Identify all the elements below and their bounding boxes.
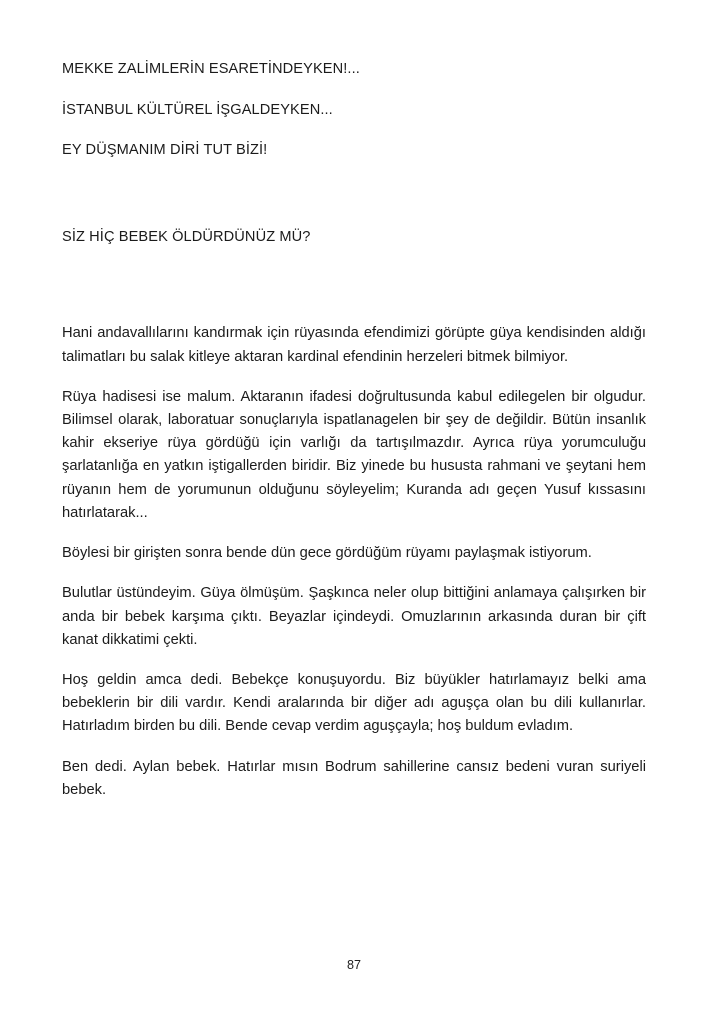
heading-line-3: EY DÜŞMANIM DİRİ TUT BİZİ! bbox=[62, 142, 268, 159]
paragraph: Hani andavallılarını kandırmak için rüyasında efendimizi görüpte güya kendisinden aldığı talimatları bu salak kitleye aktaran kardinal efendinin herzeleri bitmek bilmiyor. bbox=[62, 325, 646, 365]
paragraph: Ben dedi. Aylan bebek. Hatırlar mısın Bodrum sahillerine cansız bedeni vuran suriyeli bebek. bbox=[62, 758, 646, 798]
paragraph: Bulutlar üstündeyim. Güya ölmüşüm. Şaşkınca neler olup bittiğini anlamaya çalışırken bir anda bir bebek karşıma çıktı. Beyazlar içindeydi. Omuzlarının arkasında duran bir çift kanat dikkatimi çekti. bbox=[62, 585, 646, 648]
heading-line-2: İSTANBUL KÜLTÜREL İŞGALDEYKEN... bbox=[62, 101, 333, 118]
page-number: 87 bbox=[346, 958, 361, 972]
paragraph: Böylesi bir girişten sonra bende dün gece gördüğüm rüyamı paylaşmak istiyorum. bbox=[62, 545, 592, 562]
paragraph: Hoş geldin amca dedi. Bebekçe konuşuyordu. Biz büyükler hatırlamayız belki ama bebeklerin bir dili vardır. Kendi aralarında bir diğer adı aguşça olan bu dili kullanırlar. Hatırladım birden bu dili. Bende cevap verdim aguşçayla; hoş buldum evladım. bbox=[62, 672, 646, 735]
body-text bbox=[62, 322, 646, 802]
heading-line-1: MEKKE ZALİMLERİN ESARETİNDEYKEN!... bbox=[62, 61, 360, 77]
section-question: SİZ HİÇ BEBEK ÖLDÜRDÜNÜZ MÜ? bbox=[62, 228, 311, 245]
paragraph: Rüya hadisesi ise malum. Aktaranın ifadesi doğrultusunda kabul edilegelen bir olgudur. Bilimsel olarak, laboratuar sonuçlarıyla ispatlanagelen bir şey de değildir. Bütün insanlık kahir ekseriye rüya gördüğü için varlığı da tartışılmazdır. Ayrıca rüya yorumculuğu şarlatanlığa en yatkın iştigallerden biridir. Biz yinede bu hususta rahmani ve şeytani hem rüyanın hem de yorumunun olduğunu söyleyelim; Kuranda adı geçen Yusuf kıssasını hatırlatarak... bbox=[62, 388, 646, 521]
heading-block bbox=[62, 62, 646, 158]
heading-spacer bbox=[62, 184, 646, 230]
